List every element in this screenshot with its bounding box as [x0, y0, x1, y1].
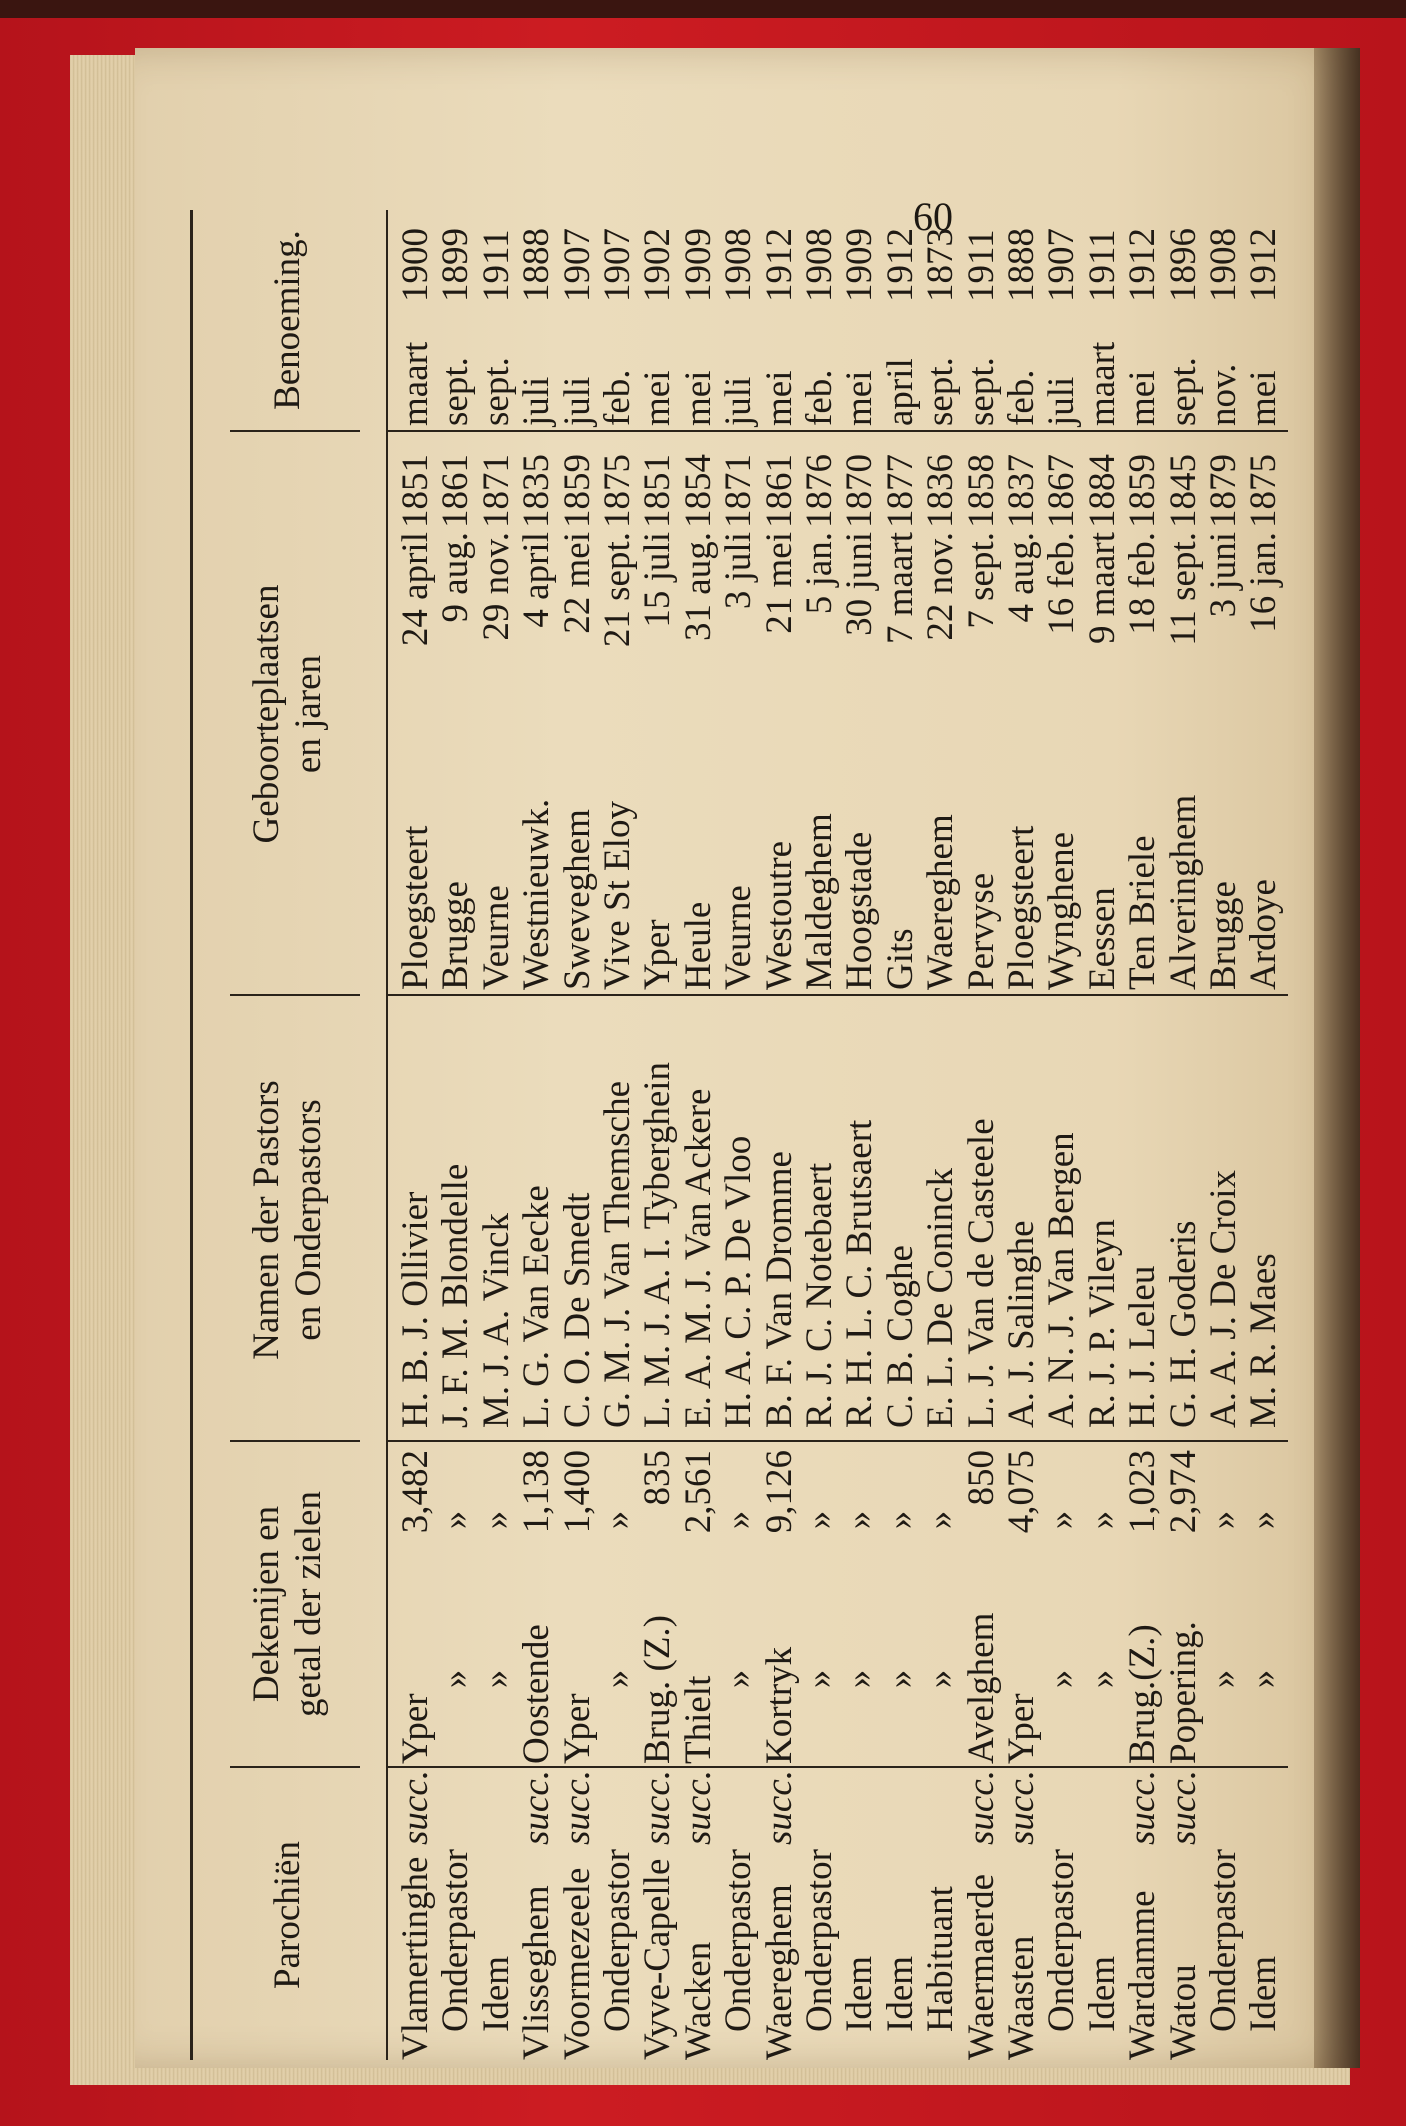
appointment-year: 1907: [1041, 228, 1083, 302]
table-row: [800, 200, 841, 2060]
deanery: »: [475, 1669, 517, 1689]
pastor-name: H. B. J. Ollivier: [395, 1191, 436, 1428]
succ-mark: succ.: [1001, 1770, 1042, 1845]
succ-mark: [881, 1770, 921, 1848]
table-row: [1123, 200, 1164, 2060]
appointment-year: 1907: [597, 228, 638, 302]
birth-year: 1884: [1081, 454, 1123, 528]
table-row: [1244, 200, 1285, 2060]
souls-count: 1,400: [556, 1450, 598, 1534]
deanery: Yper: [556, 1693, 598, 1764]
deanery: Avelghem: [960, 1612, 1002, 1764]
appointment-year: 1908: [799, 228, 840, 302]
pastor-name: C. O. De Smedt: [556, 1192, 598, 1428]
table-row: [962, 200, 1003, 2060]
table-row: [1204, 200, 1245, 2060]
souls-count: »: [1081, 1510, 1123, 1530]
birth-date: 15 juli: [637, 532, 679, 628]
souls-count: 1,138: [516, 1450, 558, 1534]
parish-name: Idem: [1081, 1955, 1123, 2032]
souls-count: »: [475, 1510, 517, 1530]
parish-name: Voormezeele: [556, 1867, 598, 2060]
appointment-month: feb.: [597, 369, 638, 426]
appointment-year: 1907: [556, 228, 598, 302]
parish-name: Idem: [879, 1955, 921, 2032]
birth-place: Sweveghem: [556, 809, 598, 990]
birth-year: 1835: [516, 454, 558, 528]
birth-date: 30 juni: [839, 532, 881, 636]
appointment-year: 1888: [516, 228, 558, 302]
birth-date: 21 sept.: [597, 532, 638, 648]
souls-count: 1,023: [1122, 1450, 1164, 1534]
birth-year: 1870: [839, 454, 881, 528]
page-number: 60: [913, 194, 953, 239]
parish-name: Waereghem: [758, 1884, 800, 2060]
appointment-year: 1912: [879, 228, 921, 302]
appointment-month: sept.: [920, 357, 962, 426]
header-sep-2: [230, 1440, 360, 1442]
table-row: [1083, 200, 1124, 2060]
birth-year: 1861: [758, 454, 800, 528]
birth-date: 3 juli: [718, 532, 760, 610]
pastor-name: H. A. C. P. De Vloo: [718, 1135, 760, 1428]
birth-year: 1871: [718, 454, 760, 528]
header-sep-3: [230, 994, 360, 996]
birth-date: 29 nov.: [475, 532, 517, 641]
appointment-month: juli: [516, 376, 558, 426]
parish-name: Onderpastor: [1203, 1849, 1244, 2032]
deanery: Oostende: [516, 1624, 558, 1764]
deanery: Brug. (Z.): [637, 1615, 679, 1764]
deanery: Yper: [1001, 1693, 1042, 1764]
pastor-name: A. A. J. De Croix: [1203, 1170, 1244, 1428]
table-row: [598, 200, 639, 2060]
deanery: Thielt: [677, 1675, 719, 1764]
parish-name: Idem: [1243, 1955, 1285, 2032]
pastor-name: R. J. C. Notebaert: [799, 1162, 840, 1428]
table-row: [1042, 200, 1083, 2060]
birth-date: 22 nov.: [920, 532, 962, 641]
deanery: »: [1081, 1669, 1123, 1689]
souls-count: »: [435, 1510, 477, 1530]
succ-mark: [1244, 1770, 1284, 1848]
souls-count: »: [1041, 1510, 1083, 1530]
deanery: »: [597, 1669, 638, 1689]
header-sep-1: [230, 1766, 360, 1768]
birth-date: 5 jan.: [799, 532, 840, 615]
birth-date: 7 sept.: [960, 532, 1002, 629]
appointment-month: mei: [1243, 370, 1285, 426]
souls-count: »: [799, 1510, 840, 1530]
succ-mark: [840, 1770, 880, 1848]
succ-mark: [1042, 1770, 1082, 1848]
table-row: [760, 200, 801, 2060]
appointment-year: 1900: [395, 228, 436, 302]
souls-count: »: [920, 1510, 962, 1530]
succ-mark: succ.: [758, 1770, 800, 1845]
birth-year: 1854: [677, 454, 719, 528]
appointment-month: april: [879, 358, 921, 426]
souls-count: 9,126: [758, 1450, 800, 1534]
table-row: [638, 200, 679, 2060]
birth-date: 22 mei: [556, 532, 598, 634]
birth-date: 18 feb.: [1122, 532, 1164, 635]
deanery: »: [718, 1669, 760, 1689]
parish-name: Wacken: [677, 1941, 719, 2060]
birth-year: 1836: [920, 454, 962, 528]
appointment-year: 1911: [475, 229, 517, 302]
deanery: Yper: [395, 1693, 436, 1764]
succ-mark: [436, 1770, 476, 1848]
succ-mark: [921, 1770, 961, 1848]
birth-year: 1845: [1162, 454, 1204, 528]
appointment-year: 1896: [1162, 228, 1204, 302]
birth-date: 9 maart: [1081, 532, 1123, 644]
birth-year: 1875: [597, 454, 638, 528]
header-parochien: [190, 1770, 386, 2060]
souls-count: »: [1203, 1510, 1244, 1530]
birth-place: Westnieuwk.: [516, 798, 558, 990]
deanery: »: [920, 1669, 962, 1689]
parish-name: Onderpastor: [435, 1849, 477, 2032]
birth-date: 4 april: [516, 532, 558, 628]
pastor-name: A. J. Salinghe: [1001, 1220, 1042, 1428]
souls-count: 2,974: [1162, 1450, 1204, 1534]
birth-year: 1851: [395, 454, 436, 528]
appointment-year: 1908: [718, 228, 760, 302]
header-bottom-rule: [386, 210, 388, 2060]
birth-place: Brugge: [1203, 881, 1244, 990]
birth-place: Veurne: [718, 885, 760, 990]
birth-place: Eessen: [1081, 887, 1123, 990]
table-row: [1164, 200, 1205, 2060]
souls-count: »: [839, 1510, 881, 1530]
birth-place: Waereghem: [920, 814, 962, 990]
birth-year: 1851: [637, 454, 679, 528]
birth-place: Westoutre: [758, 840, 800, 990]
appointment-year: 1911: [960, 229, 1002, 302]
succ-mark: succ.: [516, 1770, 558, 1845]
rotated-table: [190, 200, 1320, 2060]
succ-mark: succ.: [395, 1770, 436, 1845]
birth-date: 21 mei: [758, 532, 800, 634]
birth-year: 1867: [1041, 454, 1083, 528]
parish-name: Vyve-Capelle: [637, 1858, 679, 2060]
parish-name: Vlamertinghe: [395, 1856, 436, 2060]
birth-place: Yper: [637, 919, 679, 990]
birth-date: 3 juni: [1203, 532, 1244, 618]
appointment-month: mei: [839, 370, 881, 426]
table-row: [1002, 200, 1043, 2060]
birth-place: Heule: [677, 901, 719, 990]
pastor-name: C. B. Coghe: [879, 1245, 921, 1428]
parish-name: Waermaerde: [960, 1874, 1002, 2060]
appointment-month: sept.: [475, 357, 517, 426]
table-row: [921, 200, 962, 2060]
birth-year: 1879: [1203, 454, 1244, 528]
birth-place: Hoogstade: [839, 831, 881, 990]
appointment-month: sept.: [435, 357, 477, 426]
header-dekenijen-line1: Dekenijen en: [246, 1505, 287, 1703]
pastor-name: R. H. L. C. Brutsaert: [839, 1119, 881, 1428]
header-benoeming-label: Benoeming.: [267, 230, 308, 410]
parish-name: Onderpastor: [718, 1849, 760, 2032]
souls-count: »: [879, 1510, 921, 1530]
pastor-name: E. L. De Coninck: [920, 1168, 962, 1428]
parish-name: Onderpastor: [1041, 1849, 1083, 2032]
birth-year: 1861: [435, 454, 477, 528]
succ-mark: [477, 1770, 517, 1848]
appointment-month: mei: [1122, 370, 1164, 426]
birth-place: Gits: [879, 928, 921, 990]
souls-count: »: [718, 1510, 760, 1530]
birth-year: 1876: [799, 454, 840, 528]
appointment-month: feb.: [799, 369, 840, 426]
pastor-name: B. F. Van Dromme: [758, 1151, 800, 1428]
birth-date: 16 feb.: [1041, 532, 1083, 635]
parish-name: Idem: [839, 1955, 881, 2032]
succ-mark: succ.: [556, 1770, 598, 1845]
souls-count: 850: [960, 1450, 1002, 1506]
succ-mark: [1083, 1770, 1123, 1848]
pastor-name: M. J. A. Vinck: [475, 1212, 517, 1428]
birth-year: 1859: [556, 454, 598, 528]
parish-name: Wardamme: [1122, 1890, 1164, 2060]
header-namen-line2: en Onderpastors: [288, 1099, 329, 1341]
appointment-month: feb.: [1001, 369, 1042, 426]
pastor-name: L. J. Van de Casteele: [960, 1118, 1002, 1428]
table-row: [517, 200, 558, 2060]
birth-date: 11 sept.: [1162, 532, 1204, 646]
birth-date: 16 jan.: [1243, 532, 1285, 633]
birth-place: Ardoye: [1243, 879, 1285, 990]
table-row: [558, 200, 599, 2060]
parish-name: Watou: [1162, 1964, 1204, 2060]
table-row: [719, 200, 760, 2060]
appointment-month: juli: [718, 376, 760, 426]
appointment-month: sept.: [1162, 357, 1204, 426]
appointment-month: maart: [1081, 341, 1123, 426]
succ-mark: succ.: [677, 1770, 719, 1845]
birth-place: Maldeghem: [799, 813, 840, 990]
deanery: »: [799, 1669, 840, 1689]
souls-count: 835: [637, 1450, 679, 1506]
header-parochien-label: Parochiën: [267, 1841, 308, 1989]
deanery: »: [1243, 1669, 1285, 1689]
appointment-year: 1873: [920, 228, 962, 302]
parish-name: Onderpastor: [597, 1849, 638, 2032]
appointment-month: maart: [395, 341, 436, 426]
birth-place: Pervyse: [960, 872, 1002, 990]
pastor-name: L. G. Van Eecke: [516, 1185, 558, 1428]
succ-mark: [719, 1770, 759, 1848]
appointment-year: 1912: [1243, 228, 1285, 302]
table-row: [396, 200, 437, 2060]
pastor-name: L. M. J. A. I. Tyberghein: [637, 1061, 679, 1428]
table-row: [840, 200, 881, 2060]
deanery: »: [879, 1669, 921, 1689]
appointment-month: mei: [637, 370, 679, 426]
birth-date: 9 aug.: [435, 532, 477, 623]
appointment-year: 1908: [1203, 228, 1244, 302]
birth-place: Alveringhem: [1162, 794, 1204, 990]
succ-mark: [1204, 1770, 1244, 1848]
succ-mark: [598, 1770, 638, 1848]
parish-name: Habituant: [920, 1886, 962, 2032]
deanery: Kortryk: [758, 1646, 800, 1764]
table-row: [679, 200, 720, 2060]
parish-name: Waasten: [1001, 1935, 1042, 2060]
header-geboorte: [190, 434, 386, 994]
birth-date: 24 april: [395, 532, 436, 647]
header-benoeming: [190, 210, 386, 430]
souls-count: 2,561: [677, 1450, 719, 1534]
appointment-year: 1902: [637, 228, 679, 302]
header-geboorte-line1: Geboorteplaatsen: [246, 584, 287, 844]
birth-place: Ploegsteert: [395, 825, 436, 990]
pastor-name: G. M. J. Van Themsche: [597, 1080, 638, 1428]
succ-mark: succ.: [1162, 1770, 1204, 1845]
appointment-year: 1909: [839, 228, 881, 302]
pastor-name: G. H. Goderis: [1162, 1220, 1204, 1428]
table-row: [436, 200, 477, 2060]
appointment-month: mei: [677, 370, 719, 426]
birth-place: Ten Briele: [1122, 835, 1164, 990]
pastor-name: H. J. Leleu: [1122, 1265, 1164, 1428]
birth-year: 1871: [475, 454, 517, 528]
birth-place: Ploegsteert: [1001, 825, 1042, 990]
birth-year: 1875: [1243, 454, 1285, 528]
birth-place: Wynghene: [1041, 831, 1083, 990]
header-namen-line1: Namen der Pastors: [246, 1080, 287, 1360]
birth-date: 31 aug.: [677, 532, 719, 641]
header-sep-4: [230, 430, 360, 432]
header-dekenijen: [190, 1444, 386, 1764]
pastor-name: J. F. M. Blondelle: [435, 1163, 477, 1428]
table-row: [881, 200, 922, 2060]
pastor-name: M. R. Maes: [1243, 1253, 1285, 1428]
succ-mark: succ.: [960, 1770, 1002, 1845]
souls-count: »: [1243, 1510, 1285, 1530]
appointment-year: 1912: [758, 228, 800, 302]
deanery: »: [839, 1669, 881, 1689]
birth-place: Veurne: [475, 885, 517, 990]
pastor-name: A. N. J. Van Bergen: [1041, 1132, 1083, 1428]
page-gutter-shadow: [1314, 48, 1360, 2068]
succ-mark: succ.: [1122, 1770, 1164, 1845]
deanery: Brug.(Z.): [1122, 1624, 1164, 1764]
birth-year: 1858: [960, 454, 1002, 528]
pastor-name: E. A. M. J. Van Ackere: [677, 1088, 719, 1428]
pastor-name: R. J. P. Vileyn: [1081, 1219, 1123, 1428]
appointment-year: 1912: [1122, 228, 1164, 302]
deanery: Popering.: [1162, 1621, 1204, 1764]
appointment-year: 1909: [677, 228, 719, 302]
succ-mark: succ.: [637, 1770, 679, 1845]
parish-name: Onderpastor: [799, 1849, 840, 2032]
birth-place: Vive St Eloy: [597, 801, 638, 990]
appointment-month: juli: [556, 376, 598, 426]
header-dekenijen-line2: getal der zielen: [288, 1491, 329, 1717]
birth-year: 1859: [1122, 454, 1164, 528]
souls-count: 3,482: [395, 1450, 436, 1534]
birth-date: 7 maart: [879, 532, 921, 644]
birth-year: 1837: [1001, 454, 1042, 528]
birth-place: Brugge: [435, 881, 477, 990]
birth-year: 1877: [879, 454, 921, 528]
succ-mark: [800, 1770, 840, 1848]
appointment-month: sept.: [960, 357, 1002, 426]
birth-date: 4 aug.: [1001, 532, 1042, 623]
appointment-month: nov.: [1203, 363, 1244, 426]
deanery: »: [1203, 1669, 1244, 1689]
appointment-month: mei: [758, 370, 800, 426]
deanery: »: [1041, 1669, 1083, 1689]
appointment-year: 1911: [1081, 229, 1123, 302]
appointment-year: 1899: [435, 228, 477, 302]
table-row: [477, 200, 518, 2060]
header-geboorte-line2: en jaren: [288, 654, 329, 774]
appointment-year: 1888: [1001, 228, 1042, 302]
deanery: »: [435, 1669, 477, 1689]
appointment-month: juli: [1041, 376, 1083, 426]
souls-count: »: [597, 1510, 638, 1530]
parish-name: Vlisseghem: [516, 1885, 558, 2060]
souls-count: 4,075: [1001, 1450, 1042, 1534]
parish-name: Idem: [475, 1955, 517, 2032]
header-namen: [190, 1000, 386, 1440]
